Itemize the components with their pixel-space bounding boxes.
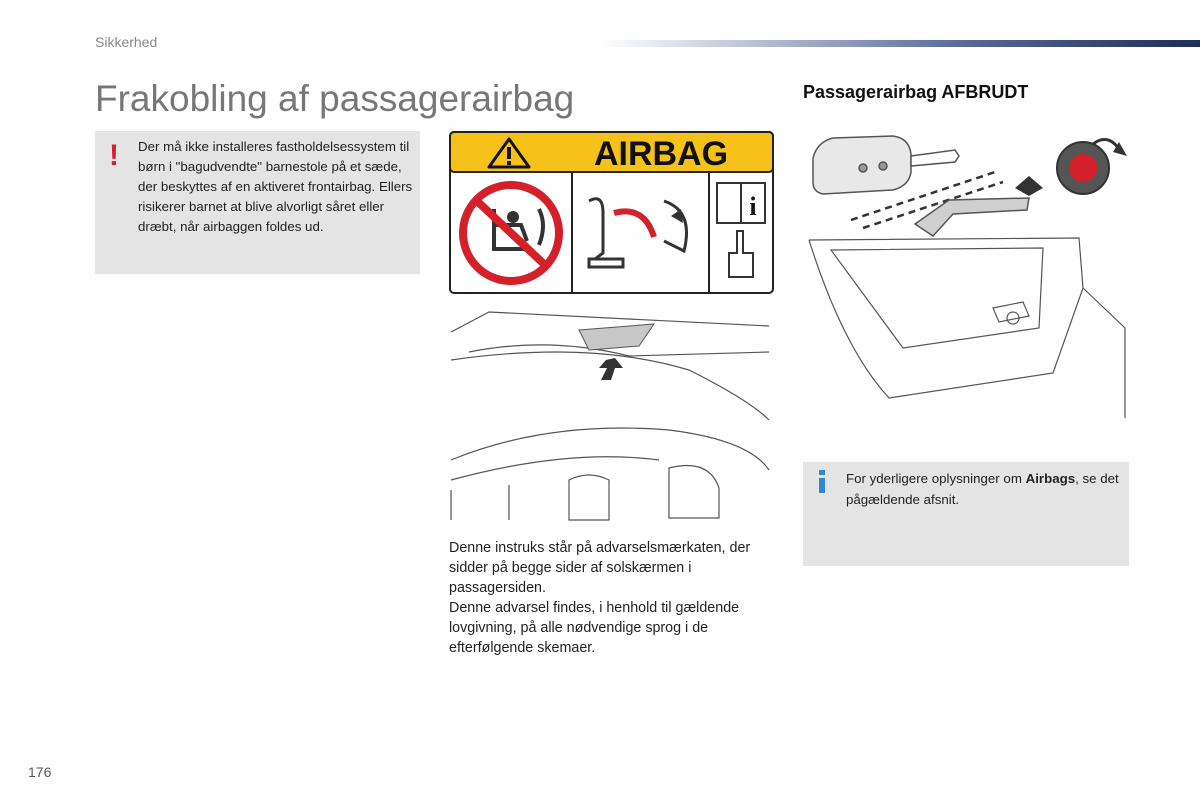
- airbag-switch-icon: [1015, 140, 1127, 197]
- caption-para-2: Denne advarsel findes, i henhold til gældende lovgivning, på alle nødvendige sprog i de efterfølgende skemaer.: [449, 600, 740, 656]
- glovebox-illustration: [803, 128, 1129, 418]
- warning-box: [95, 131, 420, 274]
- section-heading: Passagerairbag AFBRUDT: [803, 82, 1029, 102]
- sunvisor-illustration: [449, 300, 774, 522]
- arrow-icon: [599, 358, 623, 380]
- airbags-link-text: Airbags: [1025, 471, 1076, 486]
- info-text: For yderligere oplysninger om Airbags, se det pågældende afsnit.: [846, 471, 1119, 507]
- airbag-warning-label: [449, 131, 774, 294]
- section-title: Sikkerhed: [95, 34, 158, 50]
- key-icon: [813, 136, 959, 194]
- key-blade-icon: [915, 198, 1029, 236]
- caption-para-1: Denne instruks står på advarselsmærkaten, der sidder på begge sider af solskærmen i passagersiden.: [449, 540, 751, 596]
- no-child-seat-icon: [463, 185, 559, 281]
- header-gradient-bar: [600, 40, 1200, 47]
- warning-text: Der må ikke installeres fastholdelsessystem til børn i "bagudvendte" barnestole på et sæde, der beskyttes af en aktiveret frontairbag. Ellers risikerer barnet at blive alvorligt såret eller dræbt, når airbaggen foldes ud.: [138, 139, 413, 234]
- exclamation-icon: !: [109, 139, 119, 172]
- manual-book-icon: [717, 183, 765, 223]
- caption: [449, 538, 779, 658]
- page-number: 176: [28, 764, 52, 780]
- svg-text:i: i: [749, 192, 757, 221]
- airbag-label-text: AIRBAG: [593, 135, 729, 173]
- page-title: Frakobling af passagerairbag: [95, 78, 575, 119]
- info-icon: [818, 470, 826, 493]
- info-box: [803, 462, 1129, 566]
